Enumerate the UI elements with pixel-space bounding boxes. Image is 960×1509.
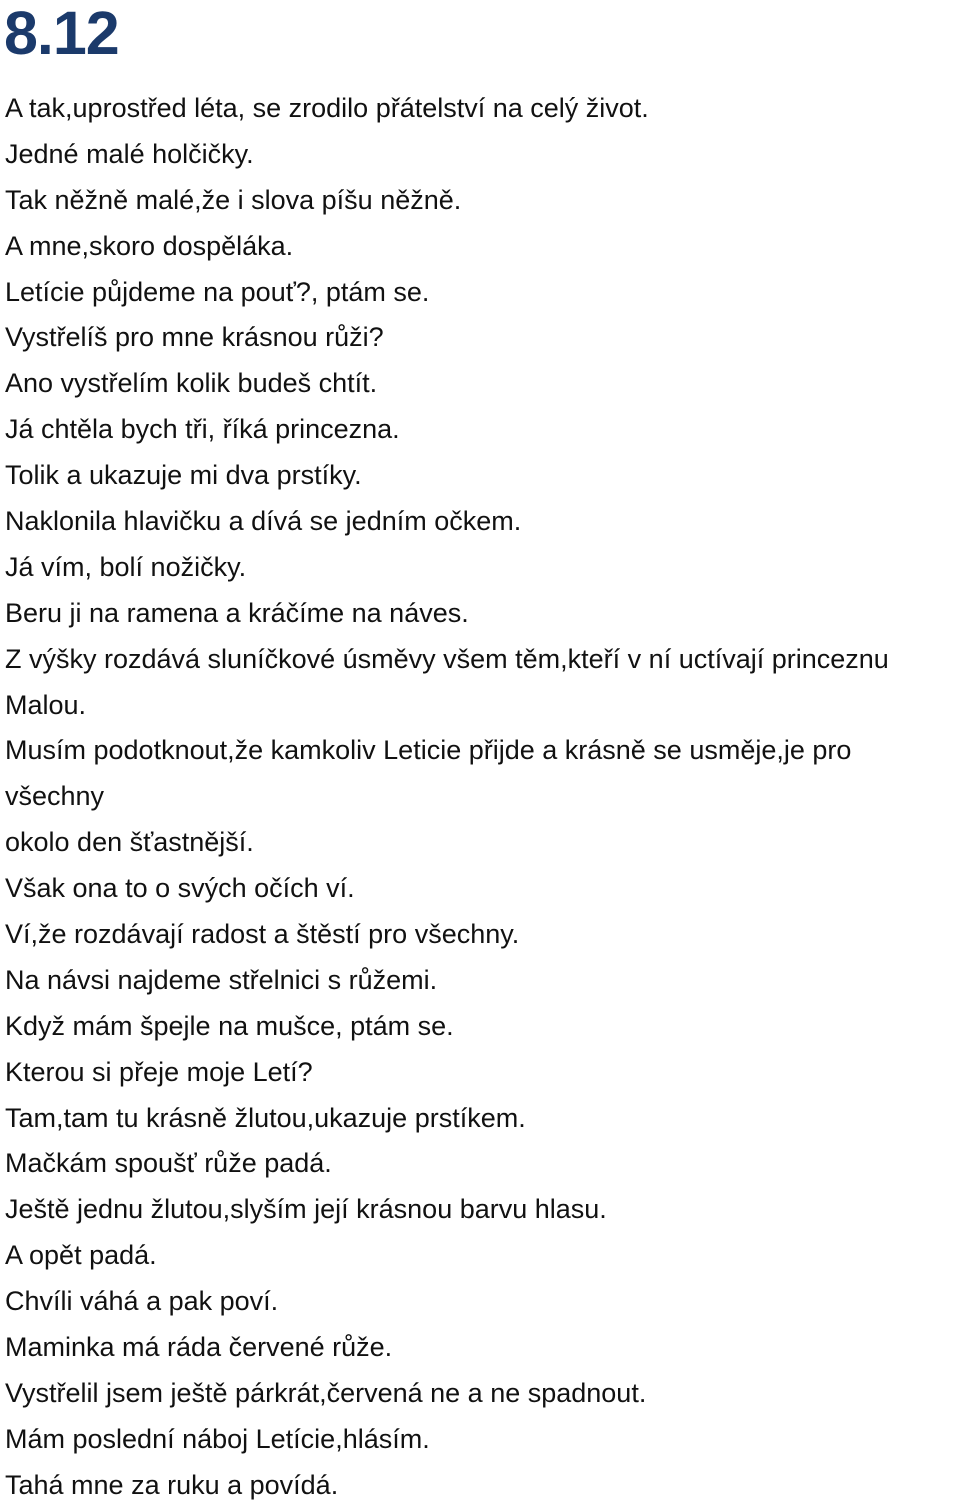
- poem-line: Když mám špejle na mušce, ptám se.: [5, 1010, 454, 1041]
- poem-line: Tak něžně malé,že i slova píšu něžně.: [5, 184, 462, 215]
- poem-text: [5, 86, 960, 1509]
- poem-line: Musím podotknout,že kamkoliv Leticie přijde a krásně se usměje,je pro: [5, 735, 852, 766]
- poem-line: Já chtěla bych tři, říká princezna.: [5, 414, 400, 445]
- poem-line: Tahá mne za ruku a povídá.: [5, 1469, 339, 1500]
- poem-line: Malou.: [5, 689, 87, 720]
- poem-line: Jedné malé holčičky.: [5, 138, 254, 169]
- poem-line: Tam,tam tu krásně žlutou,ukazuje prstíkem.: [5, 1102, 526, 1133]
- poem-line: A opět padá.: [5, 1240, 157, 1271]
- poem-line: Mám poslední náboj Letície,hlásím.: [5, 1423, 430, 1454]
- poem-line: Ví,že rozdávají radost a štěstí pro všechny.: [5, 919, 520, 950]
- poem-line: Kterou si přeje moje Letí?: [5, 1056, 313, 1087]
- poem-line: Chvíli váhá a pak poví.: [5, 1286, 279, 1317]
- poem-line: Však ona to o svých očích ví.: [5, 873, 355, 904]
- poem-line: Mačkám spoušť růže padá.: [5, 1148, 332, 1179]
- date-heading: 8.12: [4, 0, 119, 67]
- poem-line: Vystřelil jsem ještě párkrát,červená ne a ne spadnout.: [5, 1377, 647, 1408]
- poem-line: A mne,skoro dospěláka.: [5, 230, 294, 261]
- poem-line: Maminka má ráda červené růže.: [5, 1332, 393, 1363]
- poem-line: všechny: [5, 781, 105, 812]
- poem-line: Ano vystřelím kolik budeš chtít.: [5, 368, 378, 399]
- poem-line: Tolik a ukazuje mi dva prstíky.: [5, 460, 362, 491]
- poem-line: Na návsi najdeme střelnici s růžemi.: [5, 964, 438, 995]
- poem-line: A tak,uprostřed léta, se zrodilo přátelství na celý život.: [5, 93, 649, 123]
- poem-line: Z výšky rozdává sluníčkové úsměvy všem těm,kteří v ní uctívají princeznu: [5, 643, 889, 674]
- poem-line: Beru ji na ramena a kráčíme na náves.: [5, 597, 469, 628]
- poem-line: okolo den šťastnější.: [5, 827, 254, 858]
- poem-line: Naklonila hlavičku a dívá se jedním očkem.: [5, 506, 522, 537]
- poem-line: Vystřelíš pro mne krásnou růži?: [5, 322, 384, 353]
- poem-line: Letície půjdeme na pouť?, ptám se.: [5, 276, 430, 307]
- poem-line: Já vím, bolí nožičky.: [5, 551, 247, 582]
- poem-line: Ještě jednu žlutou,slyším její krásnou barvu hlasu.: [5, 1194, 607, 1225]
